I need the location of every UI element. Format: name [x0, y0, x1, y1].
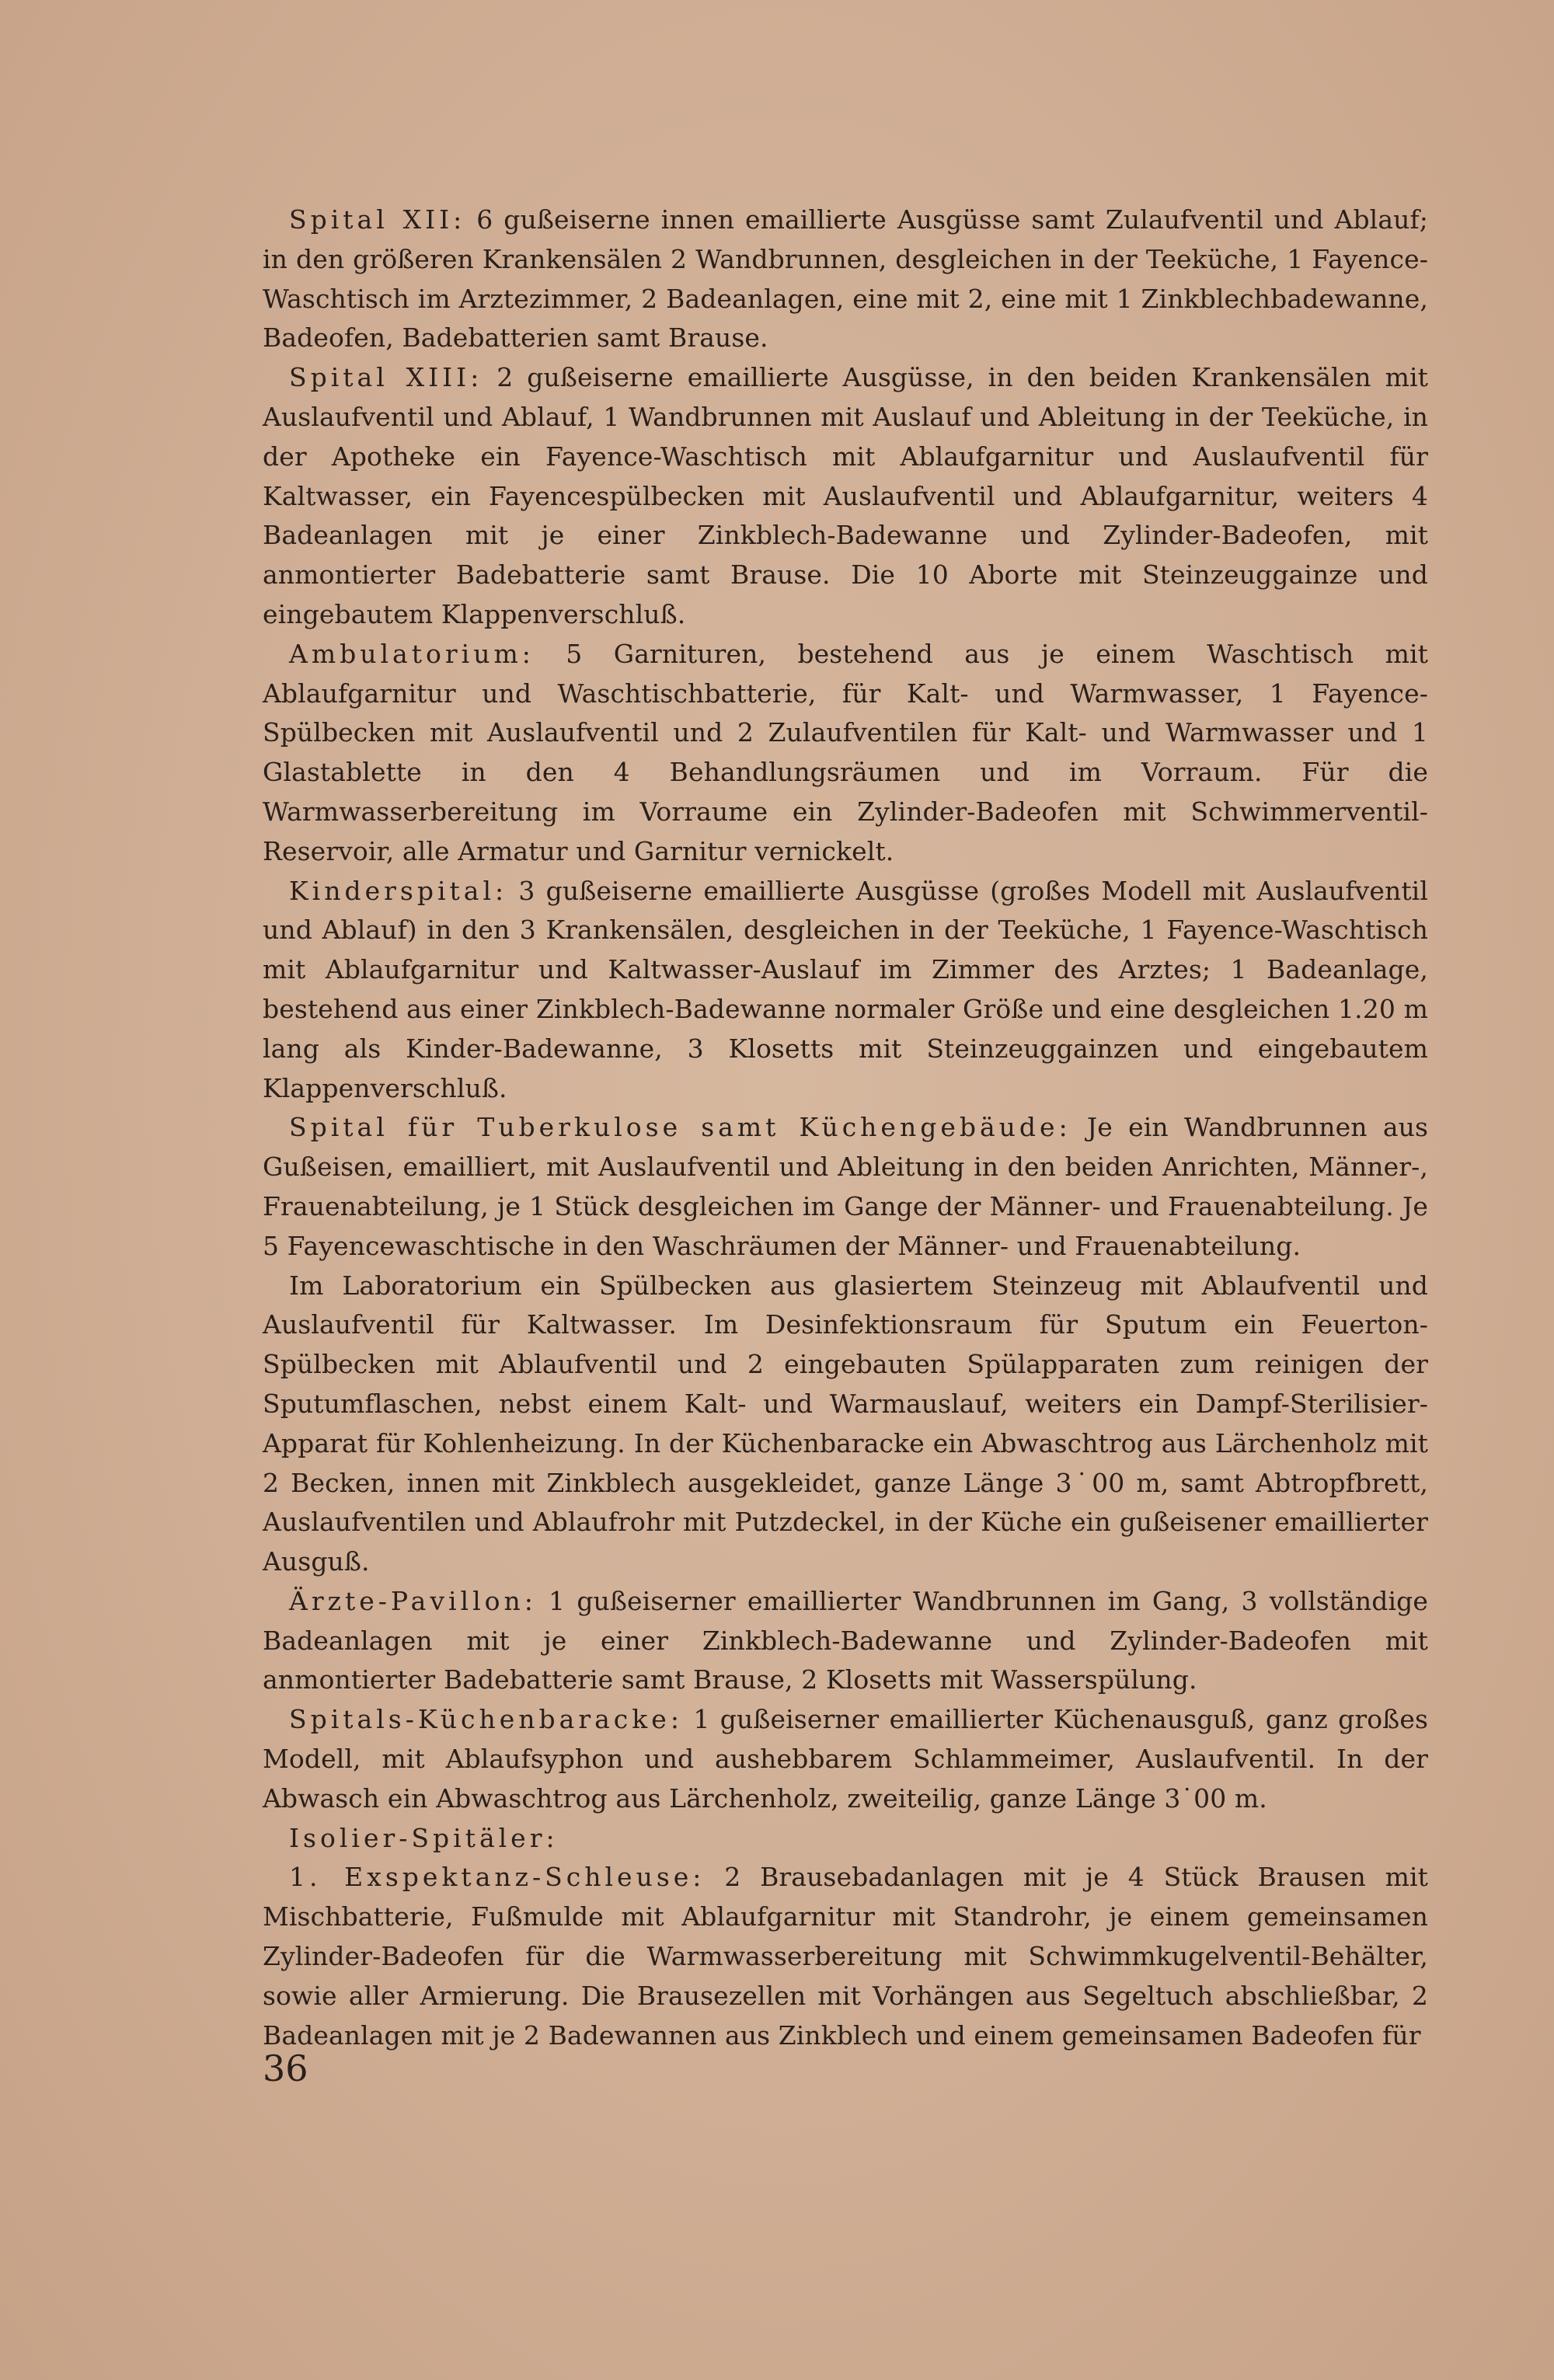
page-number: 36 [263, 2047, 308, 2089]
paragraph-text: 2 gußeiserne emaillierte Ausgüsse, in den beiden Krankensälen mit Auslaufventil und Ablauf, 1 Wandbrunnen mit Auslauf und Ableitung in der Teeküche, in der Apotheke ein Fayence-Waschtisch mit Ablaufgarnitur und Auslaufventil für Kaltwasser, ein Fayencespülbecken mit Auslaufventil und Ablaufgarnitur, weiters 4 Badeanlagen mit je einer Zinkblech-Badewanne und Zylinder-Badeofen, mit anmontierter Badebatterie samt Brause. Die 10 Aborte mit Steinzeuggainze und eingebautem Klappenverschluß. [263, 362, 1428, 629]
paragraph-kuechenbaracke [263, 1700, 1428, 1818]
paragraph-text: 5 Garnituren, bestehend aus je einem Waschtisch mit Ablaufgarnitur und Waschtischbatterie, für Kalt- und Warmwasser, 1 Fayence-Spülbecken mit Auslaufventil und 2 Zulaufventilen für Kalt- und Warmwasser und 1 Glastablette in den 4 Behandlungsräumen und im Vorraum. Für die Warmwasserbereitung im Vorraume ein Zylinder-Badeofen mit Schwimmerventil-Reservoir, alle Armatur und Garnitur vernickelt. [263, 638, 1428, 866]
paragraph-laboratorium [263, 1267, 1428, 1582]
paragraph-spital-xiii [263, 358, 1428, 635]
paragraph-heading: Kinderspital: [289, 875, 508, 906]
paragraph-heading: Spital XIII: [289, 362, 483, 393]
paragraph-heading: Spital XII: [289, 204, 466, 235]
paragraph-tuberkulose [263, 1108, 1428, 1266]
paragraph-spital-xii [263, 200, 1428, 358]
paragraph-exspektanz-schleuse [263, 1858, 1428, 2055]
paragraph-heading: Ärzte-Pavillon: [289, 1585, 537, 1616]
paragraph-kinderspital [263, 872, 1428, 1109]
paragraph-heading: Isolier-Spitäler: [289, 1822, 559, 1853]
paragraph-text: Im Laboratorium ein Spülbecken aus glasiertem Steinzeug mit Ablaufventil und Auslaufventil für Kaltwasser. Im Desinfektionsraum für Sputum ein Feuerton-Spülbecken mit Ablaufventil und 2 eingebauten Spülapparaten zum reinigen der Sputumflaschen, nebst einem Kalt- und Warmauslauf, weiters ein Dampf-Sterilisier-Apparat für Kohlenheizung. In der Küchenbaracke ein Abwaschtrog aus Lärchenholz mit 2 Becken, innen mit Zinkblech ausgekleidet, ganze Länge 3˙00 m, samt Abtropfbrett, Auslaufventilen und Ablaufrohr mit Putzdeckel, in der Küche ein gußeisener emaillierter Ausguß. [263, 1270, 1428, 1577]
paragraph-aerzte-pavillon [263, 1582, 1428, 1700]
paragraph-isolier-spitaeler [263, 1819, 1428, 1859]
paragraph-heading: 1. Exspektanz-Schleuse: [289, 1862, 706, 1893]
paragraph-text: 2 Brausebadanlagen mit je 4 Stück Brausen mit Mischbatterie, Fußmulde mit Ablaufgarnitur mit Standrohr, je einem gemeinsamen Zylinder-Badeofen für die Warmwasserbereitung mit Schwimmkugelventil-Behälter, sowie aller Armierung. Die Brausezellen mit Vorhängen aus Segeltuch abschließbar, 2 Badeanlagen mit je 2 Badewannen aus Zinkblech und einem gemeinsamen Badeofen für [263, 1862, 1429, 2051]
paragraph-ambulatorium [263, 635, 1428, 872]
paragraph-text: 1 gußeiserner emaillierter Wandbrunnen im Gang, 3 vollständige Badeanlagen mit je einer Zinkblech-Badewanne und Zylinder-Badeofen mit anmontierter Badebatterie samt Brause, 2 Klosetts mit Wasserspülung. [263, 1585, 1428, 1695]
paragraph-text: 1 gußeiserner emaillierter Küchenausguß, ganz großes Modell, mit Ablaufsyphon und aushebbarem Schlammeimer, Auslaufventil. In der Abwasch ein Abwaschtrog aus Lärchenholz, zweiteilig, ganze Länge 3˙00 m. [263, 1704, 1428, 1814]
paragraph-heading: Spital für Tuberkulose samt Küchengebäude: [289, 1112, 1071, 1143]
paragraph-text: 3 gußeiserne emaillierte Ausgüsse (großes Modell mit Auslaufventil und Ablauf) in den 3 Krankensälen, desgleichen in der Teeküche, 1 Fayence-Waschtisch mit Ablaufgarnitur und Kaltwasser-Auslauf im Zimmer des Arztes; 1 Badeanlage, bestehend aus einer Zinkblech-Badewanne normaler Größe und eine desgleichen 1.20 m lang als Kinder-Badewanne, 3 Klosetts mit Steinzeuggainzen und eingebautem Klappenverschluß. [263, 875, 1428, 1103]
paragraph-text: Je ein Wandbrunnen aus Gußeisen, emailliert, mit Auslaufventil und Ableitung in den beiden Anrichten, Männer-, Frauenabteilung, je 1 Stück desgleichen im Gange der Männer- und Frauenabteilung. Je 5 Fayencewaschtische in den Waschräumen der Männer- und Frauenabteilung. [263, 1112, 1428, 1261]
paragraph-text: 6 gußeiserne innen emaillierte Ausgüsse samt Zulaufventil und Ablauf; in den größeren Krankensälen 2 Wandbrunnen, desgleichen in der Teeküche, 1 Fayence-Waschtisch im Arztezimmer, 2 Badeanlagen, eine mit 2, eine mit 1 Zinkblechbadewanne, Badeofen, Badebatterien samt Brause. [263, 204, 1428, 354]
paragraph-heading: Ambulatorium: [289, 638, 535, 669]
document-page [263, 200, 1428, 2361]
paragraph-heading: Spitals-Küchenbaracke: [289, 1704, 683, 1735]
